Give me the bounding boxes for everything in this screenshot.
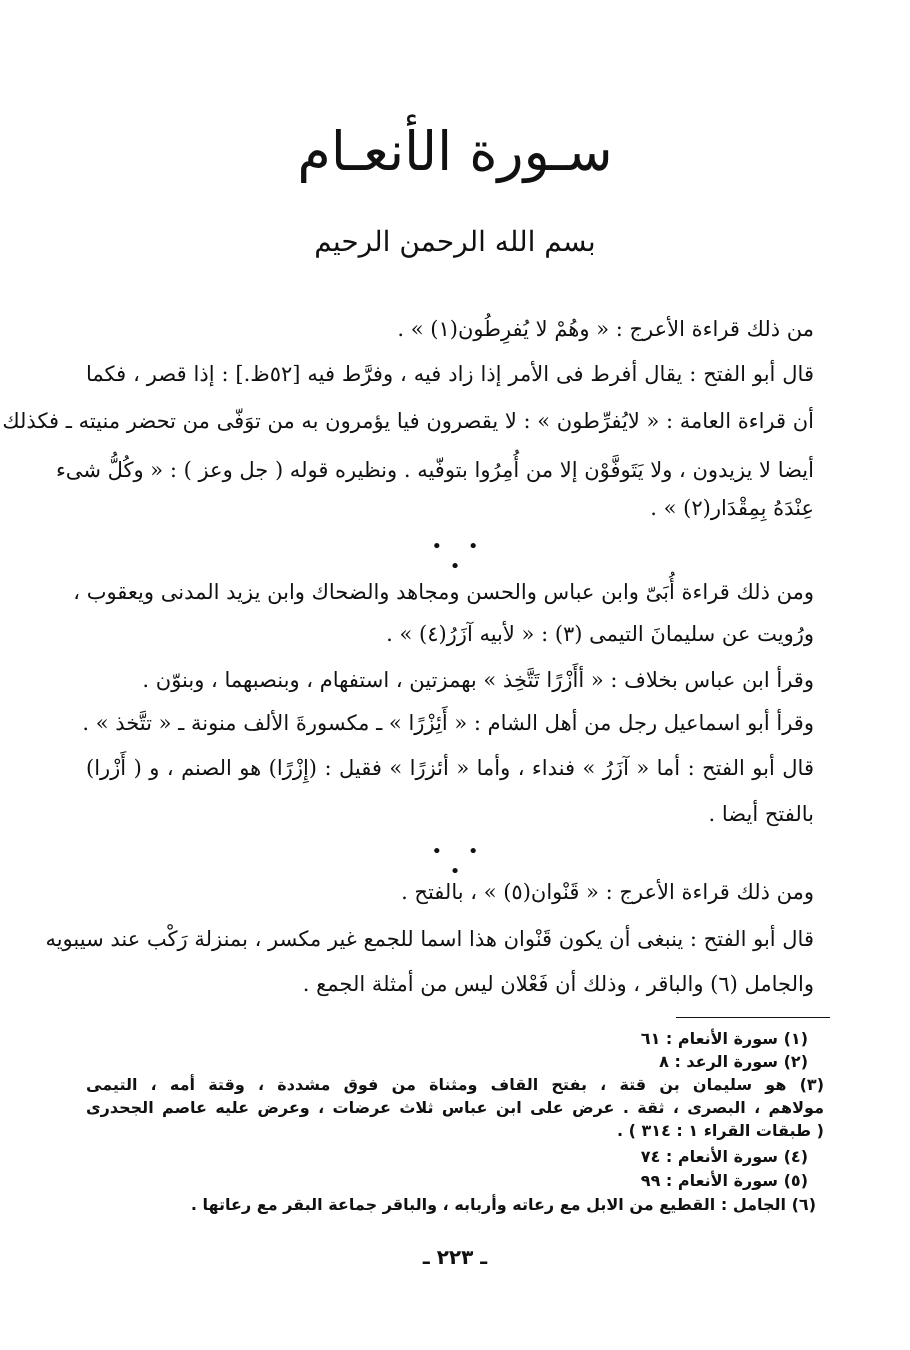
section-separator: • • • xyxy=(431,536,489,577)
basmala: بسم الله الرحمن الرحيم xyxy=(314,225,596,258)
text-line: ومن ذلك قراءة أُبَىّ وابن عباس والحسن ومجاهد والضحاك وابن يزيد المدنى ويعقوب ، xyxy=(73,580,814,604)
text-line: أن قراءة العامة : « لايُفرِّطون » : لا يقصرون فيا يؤمرون به من توَفّى من تحضر منيته ـ فكذلك xyxy=(2,409,814,433)
section-separator: • • • xyxy=(431,841,489,882)
text-line: أيضا لا يزيدون ، ولا يَتَوفَّوْن إلا من أُمِرُوا بتوفّيه . ونظيره قوله ( جل وعز ) : « وكُلُّ شىء xyxy=(55,458,814,482)
footnote: (٤) سورة الأنعام : ٧٤ xyxy=(640,1147,808,1166)
footnote: (٦) الجامل : القطيع من الابل مع رعاته وأربابه ، والباقر جماعة البقر مع رعاتها . xyxy=(190,1195,816,1214)
text-line: وقرأ أبو اسماعيل رجل من أهل الشام : « أَئِزْرًا » ـ مكسورةَ الألف منونة ـ « تتَّخذ » . xyxy=(82,711,814,735)
text-line: من ذلك قراءة الأعرج : « وهُمْ لا يُفرِطُون(١) » . xyxy=(397,317,814,341)
footnote: ( طبقات القراء ١ : ٣١٤ ) . xyxy=(617,1121,824,1140)
text-line: ومن ذلك قراءة الأعرج : « قَنْوان(٥) » ، بالفتح . xyxy=(401,880,814,904)
footnote-divider xyxy=(676,1017,830,1018)
page-number: ـ ٢٢٣ ـ xyxy=(422,1245,488,1269)
footnote: (١) سورة الأنعام : ٦١ xyxy=(640,1029,808,1048)
text-line: ورُويت عن سليمانَ التيمى (٣) : « لأبيه آزَرُ(٤) » . xyxy=(386,622,814,646)
footnote: مولاهم ، البصرى ، ثقة . عرض على ابن عباس ثلاث عرضات ، وعرض عليه عاصم الجحدرى xyxy=(86,1098,824,1117)
text-line: قال أبو الفتح : يقال أفرط فى الأمر إذا زاد فيه ، وفرَّط فيه [٥٢ظ.] : إذا قصر ، فكما xyxy=(86,362,814,386)
text-line: قال أبو الفتح : ينبغى أن يكون قَنْوان هذا اسما للجمع غير مكسر ، بمنزلة رَكْب عند سيبويه xyxy=(45,927,814,951)
text-line: قال أبو الفتح : أما « آزَرُ » فنداء ، وأما « أئزرًا » فقيل : (إِزْرًا) هو الصنم ، و ( أَزْرا) xyxy=(86,756,814,780)
text-line: وقرأ ابن عباس بخلاف : « أأَزْرًا تَتَّخِذ » بهمزتين ، استفهام ، وبنصبهما ، وبنوّن . xyxy=(142,668,814,692)
text-line: والجامل (٦) والباقر ، وذلك أن فَعْلان ليس من أمثلة الجمع . xyxy=(302,972,814,996)
text-line: بالفتح أيضا . xyxy=(708,802,814,826)
surah-title: سـورة الأنعـام xyxy=(297,120,613,183)
text-line: عِنْدَهُ بِمِقْدَار(٢) » . xyxy=(650,496,814,520)
footnote: (٣) هو سليمان بن قتة ، بفتح القاف ومثناة من فوق مشددة ، وقتة أمه ، التيمى xyxy=(86,1075,824,1094)
footnote: (٥) سورة الأنعام : ٩٩ xyxy=(640,1171,808,1190)
footnote: (٢) سورة الرعد : ٨ xyxy=(659,1052,808,1071)
